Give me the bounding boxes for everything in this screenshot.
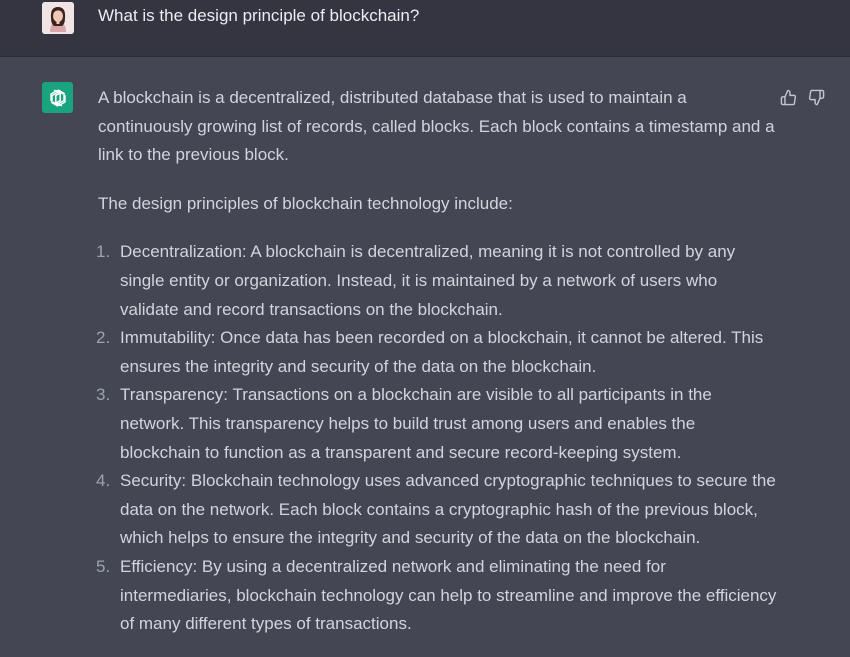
list-item-text: Immutability: Once data has been recorded on a blockchain, it cannot be altered. This ensures the integrity and security of the data on the blockchain. <box>120 328 764 376</box>
list-item-text: Decentralization: A blockchain is decentralized, meaning it is not controlled by any single entity or organization. Instead, it is maintained by a network of users who validate and record transactions on the blockchain. <box>120 242 736 319</box>
user-avatar <box>42 2 74 34</box>
list-number: 1. <box>96 242 111 262</box>
like-button[interactable] <box>778 87 798 107</box>
list-item-text: Transparency: Transactions on a blockchain are visible to all participants in the network. This transparency helps to build trust among users and enables the blockchain to function as a transparent and secure record-keeping system. <box>120 385 712 462</box>
assistant-answer <box>98 84 778 639</box>
list-number: 5. <box>96 556 111 576</box>
list-item-text: Security: Blockchain technology uses advanced cryptographic techniques to secure the data on the network. Each block contains a cryptographic hash of the previous block, which helps to ensure the integrity and security of the data on the blockchain. <box>120 471 776 548</box>
user-message-row <box>0 0 850 57</box>
thumbs-down-icon <box>808 89 825 106</box>
list-item-text: Efficiency: By using a decentralized network and eliminating the need for intermediaries, blockchain technology can help to streamline and improve the efficiency of many different types of transactions. <box>120 556 777 634</box>
list-item <box>98 553 778 639</box>
list-item <box>98 324 778 381</box>
dislike-button[interactable] <box>806 87 826 107</box>
assistant-avatar <box>42 82 73 113</box>
list-number: 2. <box>96 328 111 348</box>
answer-intro: A blockchain is a decentralized, distributed database that is used to maintain a continuously growing list of records, called blocks. Each block contains a timestamp and a link to the previous block. <box>98 88 775 165</box>
user-question: What is the design principle of blockchain? <box>98 6 420 25</box>
assistant-message-row <box>0 57 850 657</box>
list-number: 3. <box>96 385 111 405</box>
list-item <box>98 381 778 467</box>
list-item <box>98 238 778 324</box>
list-number: 4. <box>96 471 111 491</box>
principles-list <box>98 238 778 638</box>
openai-logo-icon <box>47 87 69 109</box>
user-avatar-photo <box>42 2 74 34</box>
list-item <box>98 467 778 553</box>
answer-lead: The design principles of blockchain technology include: <box>98 193 513 213</box>
thumbs-up-icon <box>780 89 797 106</box>
